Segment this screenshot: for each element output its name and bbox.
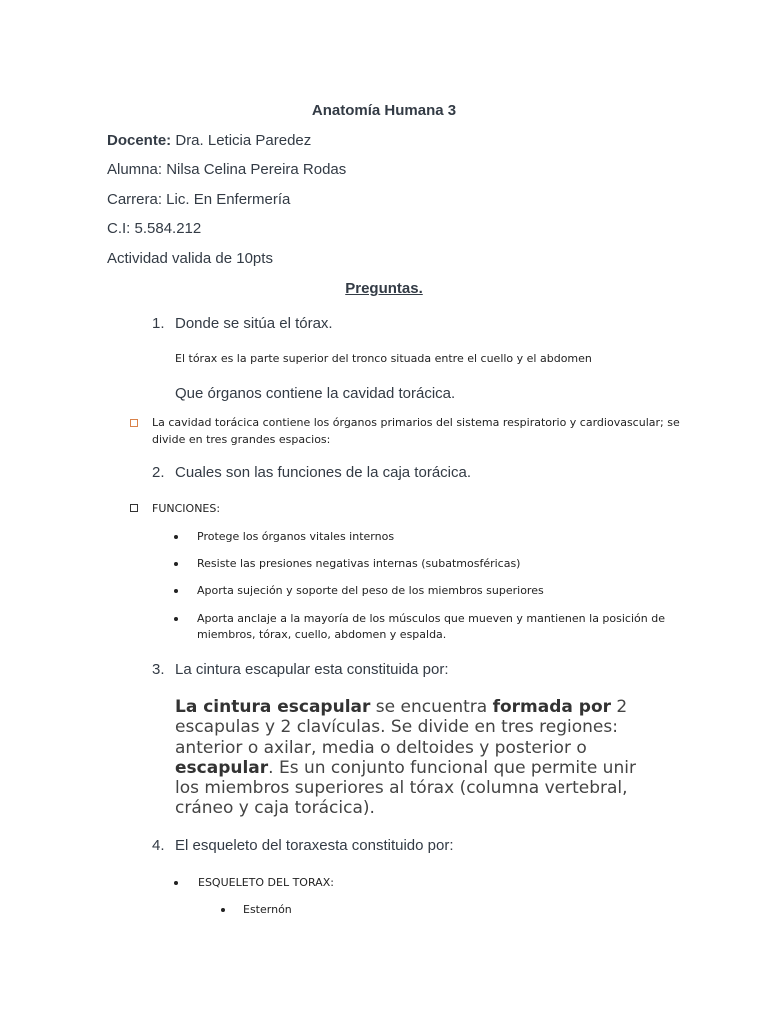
q1-text: Donde se sitúa el tórax. <box>175 315 333 332</box>
q2-number: 2. <box>152 464 165 481</box>
a3-bold: formada por <box>492 697 612 717</box>
q1-number: 1. <box>152 315 165 332</box>
a3-text: . Es un conjunto funcional que permite unir los miembros superiores al tórax (columna vertebral, cráneo y caja torácica). <box>175 757 636 819</box>
q4-text: El esqueleto del toraxesta constituido por: <box>175 837 454 854</box>
funcion-item: Protege los órganos vitales internos <box>197 530 395 543</box>
a1b-line1: La cavidad torácica contiene los órganos primarios del sistema respiratorio y cardiovascular; se <box>152 416 680 429</box>
checkbox-icon <box>130 419 138 427</box>
funcion-item-continuation: miembros, tórax, cuello, abdomen y espalda. <box>197 628 447 641</box>
a1-text: El tórax es la parte superior del tronco situada entre el cuello y el abdomen <box>175 352 592 365</box>
document-title: Anatomía Humana 3 <box>311 102 457 119</box>
q4-number: 4. <box>152 837 165 854</box>
bullet-icon <box>174 589 178 593</box>
a3-paragraph <box>175 697 665 819</box>
funcion-item: Aporta sujeción y soporte del peso de los miembros superiores <box>197 584 544 597</box>
a1b-line2: divide en tres grandes espacios: <box>152 433 331 446</box>
q1b-text: Que órganos contiene la cavidad torácica. <box>175 385 456 402</box>
docente-label: Docente: <box>107 132 172 149</box>
docente-line <box>107 132 311 149</box>
a3-bold: La cintura escapular <box>175 697 371 717</box>
preguntas-heading: Preguntas. <box>345 280 423 297</box>
bullet-icon <box>174 535 178 539</box>
funciones-label: FUNCIONES: <box>152 502 221 515</box>
carrera-line: Carrera: Lic. En Enfermería <box>107 191 291 208</box>
checkbox-icon <box>130 504 138 512</box>
funcion-item: Resiste las presiones negativas internas (subatmosféricas) <box>197 557 521 570</box>
bullet-icon <box>174 617 178 621</box>
q2-text: Cuales son las funciones de la caja torácica. <box>175 464 472 481</box>
bullet-icon <box>221 908 225 912</box>
bullet-icon <box>174 562 178 566</box>
q3-text: La cintura escapular esta constituida por: <box>175 661 449 678</box>
q3-number: 3. <box>152 661 165 678</box>
a3-text: se encuentra <box>370 697 493 717</box>
bullet-icon <box>174 881 178 885</box>
esqueleto-item: Esternón <box>243 903 292 916</box>
actividad-line: Actividad valida de 10pts <box>107 250 273 267</box>
a3-text: 2 escapulas y 2 clavículas. Se divide en tres regiones: anterior o axilar, media o deltoides y posterior o <box>175 697 628 758</box>
esqueleto-label: ESQUELETO DEL TORAX: <box>198 876 334 889</box>
funcion-item: Aporta anclaje a la mayoría de los músculos que mueven y mantienen la posición de <box>197 612 665 625</box>
ci-line: C.I: 5.584.212 <box>107 220 202 237</box>
a3-bold: escapular <box>175 757 269 778</box>
docente-value: Dra. Leticia Paredez <box>171 132 312 149</box>
alumna-line: Alumna: Nilsa Celina Pereira Rodas <box>107 161 347 178</box>
